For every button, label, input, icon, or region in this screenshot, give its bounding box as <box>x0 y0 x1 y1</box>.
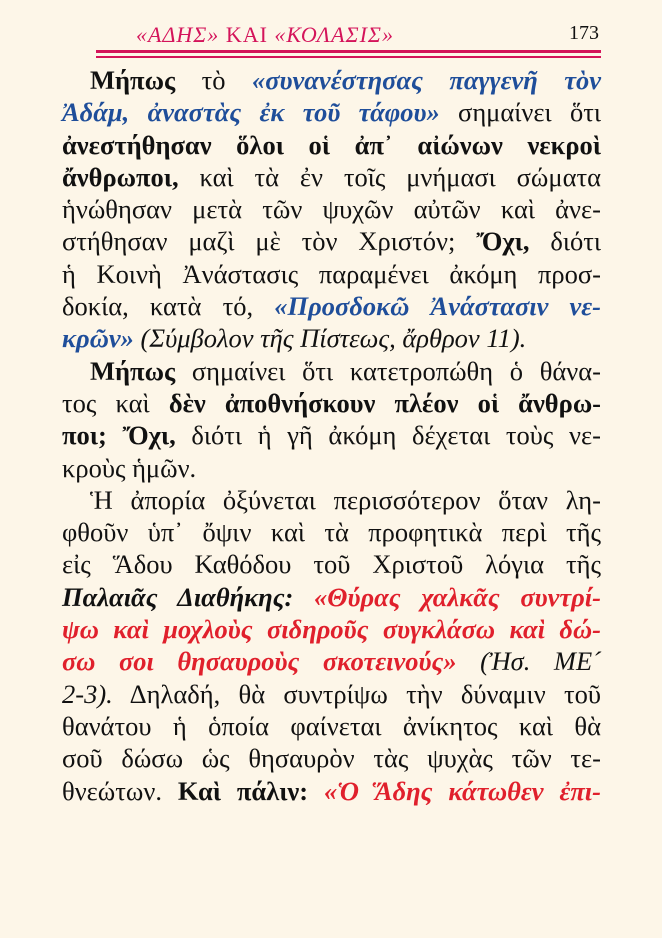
text-run: ἡνώθησαν μετὰ τῶν ψυχῶν αὐτῶν καὶ ἀνε- <box>62 194 601 225</box>
text-line <box>62 678 601 710</box>
text-run: καὶ τὰ ἐν τοῖς μνήμασι σώματα <box>178 161 601 192</box>
text-line <box>62 290 601 322</box>
text-run: σημαίνει ὅτι κατετροπώθη ὁ θάνα- <box>175 355 601 386</box>
text-run: τὸ <box>175 65 252 95</box>
text-run: Καὶ πάλιν: <box>177 775 309 806</box>
text-line <box>62 710 601 742</box>
text-run: ἄνθρωποι, <box>62 161 179 192</box>
text-run: ἀνεστήθησαν ὅλοι οἱ ἀπ᾽ αἰώνων νεκροὶ <box>62 129 601 160</box>
title-hades: «ΑΔΗΣ» <box>136 22 220 47</box>
text-run: δοκία, κατὰ τό, <box>62 291 275 322</box>
text-run: Ἡ ἀπορία ὀξύνεται περισσότερον ὅταν λη- <box>90 484 601 515</box>
text-run: «Θύρας χαλκᾶς συντρί- <box>293 581 601 612</box>
running-header <box>96 22 601 52</box>
text-line <box>62 225 601 257</box>
text-line <box>62 258 601 290</box>
text-run: Μήπως <box>90 355 176 386</box>
text-run: διότι <box>529 226 601 257</box>
text-line <box>62 64 601 96</box>
text-run: φθοῦν ὑπ᾽ ὄψιν καὶ τὰ προφητικὰ περὶ τῆς <box>62 517 601 548</box>
text-line <box>62 581 601 613</box>
text-run: ποι; Ὄχι, <box>62 420 176 451</box>
text-run: 2-3). <box>62 678 113 709</box>
text-run: διότι ἡ γῆ ἀκόμη δέχεται τοὺς νε- <box>175 420 601 451</box>
text-run: δὲν ἀποθνήσκουν πλέον οἱ ἄνθρω- <box>168 387 602 418</box>
text-run: Ἀδάμ, ἀναστὰς ἐκ τοῦ τάφου» <box>62 97 440 128</box>
text-line <box>62 484 601 516</box>
text-run: ἡ Κοινὴ Ἀνάστασις παραμένει ἀκόμη προσ- <box>62 258 601 289</box>
header-rule-thick <box>96 50 601 53</box>
text-run: Μήπως <box>90 65 176 95</box>
text-line <box>62 516 601 548</box>
text-run: θανάτου ἡ ὁποία φαίνεται ἀνίκητος καὶ θὰ <box>62 710 601 741</box>
running-title <box>136 22 394 48</box>
text-run: «συνανέστησας παγγενῆ τὸν <box>252 65 601 95</box>
title-kolasis: «ΚΟΛΑΣΙΣ» <box>274 22 395 47</box>
text-run: στήθησαν μαζὶ μὲ τὸν Χριστόν; <box>62 226 477 257</box>
page-number: 173 <box>569 22 599 44</box>
text-line <box>62 645 601 677</box>
text-run: (Σύμβολον τῆς Πίστεως, ἄρθρον 11). <box>133 323 527 354</box>
header-rule-thin <box>96 56 601 58</box>
text-line <box>62 548 601 580</box>
text-line <box>62 161 601 193</box>
text-line <box>62 129 601 161</box>
text-run: σω σοι θησαυροὺς σκοτεινούς» <box>62 646 457 677</box>
text-line <box>62 322 601 354</box>
text-run: σημαίνει ὅτι <box>439 97 601 128</box>
text-run: (Ἠσ. ΜΕ´ <box>456 646 601 677</box>
text-run: σοῦ δώσω ὡς θησαυρὸν τὰς ψυχὰς τῶν τε- <box>62 743 601 774</box>
paragraph <box>62 355 601 484</box>
paragraph <box>62 484 601 807</box>
text-run: Παλαιᾶς Διαθήκης: <box>62 581 294 612</box>
text-line <box>62 419 601 451</box>
text-line <box>62 193 601 225</box>
text-run: Ὄχι, <box>476 226 530 257</box>
text-run: θνεώτων. <box>62 775 178 806</box>
text-line <box>62 96 601 128</box>
body-text <box>62 64 601 807</box>
text-run: κροὺς ἡμῶν. <box>62 452 197 483</box>
text-run: «Προσδοκῶ Ἀνάστασιν νε- <box>274 291 601 322</box>
text-line <box>62 452 601 484</box>
text-line <box>62 613 601 645</box>
title-and: ΚΑΙ <box>219 22 275 47</box>
text-run: κρῶν» <box>62 323 134 354</box>
text-line <box>62 355 601 387</box>
text-run: «Ὁ Ἅδης κάτωθεν ἐπι- <box>308 775 601 806</box>
paragraph <box>62 64 601 355</box>
text-run: εἰς Ἅδου Καθόδου τοῦ Χριστοῦ λόγια τῆς <box>62 549 601 580</box>
text-line <box>62 742 601 774</box>
text-run: ψω καὶ μοχλοὺς σιδηροῦς συγκλάσω καὶ δώ- <box>62 614 601 645</box>
text-line <box>62 775 601 807</box>
text-run: τος καὶ <box>62 387 169 418</box>
text-line <box>62 387 601 419</box>
text-run: Δηλαδή, θὰ συντρίψω τὴν δύναμιν τοῦ <box>112 678 601 709</box>
